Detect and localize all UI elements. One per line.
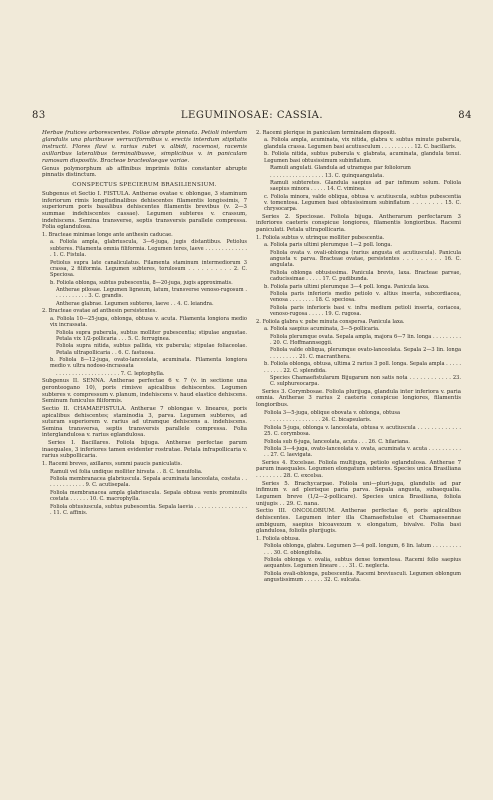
left-column	[42, 130, 247, 517]
text-line: 2. Racemi plerique in paniculam terminalem dispositi.	[256, 130, 397, 136]
text-line: b. Foliola nitida, subtus puberula v. glabrata, acuminata, glandula tenui. Legumen basi obtusissimum subinflatum.	[264, 151, 461, 164]
page-number-left: 83	[32, 110, 46, 121]
text-line: Foliola plerumque ovata. Sepala ampla, majora 6—7 lin. longa . . . . . . . . . . 20. C. Hoffmannseggii.	[270, 333, 461, 346]
text-line: Foliola sub 6-juga, lanceolata, acuta . . . 26. C. hilariana.	[264, 438, 410, 445]
text-line: Series 3. Corymbosae. Foliola plurijuga, glandula inter inferiora v. paria omnia. Antherae 3 rarius 2 caeteris conspicue longiores, filamentis longioribus.	[256, 388, 461, 408]
text-line: Foliola valde obliqua, plerumque ovato-lanceolata. Sepala 2—3 lin. longa . . . . . . . . . 21. C. macranthera.	[270, 347, 461, 360]
text-line: Foliola oblonga v. ovalia, subtus dense tomentosa. Racemi folio saepius aequantes. Legumen lineare . . . 31. C. neglecta.	[264, 557, 461, 570]
text-line: Petiolus supra late canaliculatus. Filamenta staminum intermediorum 3 crassa, 2 filiformia. Legumen subteres, torulosum . . . . . . . . . . 2. C. Speciosa.	[50, 259, 247, 279]
text-line: Foliola 3—4-juga, ovato-lanceolata v. ovata, acuminata v. acuta . . . . . . . . . . . . 27. C. laevigata.	[264, 446, 461, 459]
text-line: b. Foliola paris ultimi plerumque 3—4 poll. longa. Panicula laxa.	[264, 283, 430, 290]
text-line: Antherae glabrae. Legumen subteres, laeve . . 4. C. leiandra.	[56, 300, 214, 307]
text-line: Foliola paris inferioris medio petiolo v. altius inserta, subcordiacea, venosa . . . . . . . . 18. C. speciosa.	[270, 291, 461, 304]
text-line: Series 4. Excelsae. Foliola multijuga, petiolo eglandulosa. Antherae 7 parum inaequales. Legumen elongatum subteres. Species unica Brasiliana . . . . . . . . 28. C. excelsa.	[256, 459, 461, 479]
text-line: Subgenus et Sectio I. FISTULA. Antherae ovatae v. oblongae, 3 staminum inferiorum rimis longitudinalibus dehiscentes filamentis longissimis, 7 superiorum poris basalibus dehiscentes filamentis brevibus (v. 2—3 summae indehiscentes cassae). Legumen subteres v. crassum, indehiscens. Semina transverse, septis transversis parallele compressa. Folia eglandulosa.	[42, 191, 247, 231]
text-line: a. Foliola ampla, acuminata, vix nitida, glabra v. subtus minute puberula, glandula crassa. Legumen basi acutiusculum . . . . . . . . . . 12. C. bacillaris.	[264, 137, 461, 150]
text-line: Foliola obtusiuscula, subtus pubescentia. Sepala laevia . . . . . . . . . . . . . . . . . 11. C. affinis.	[50, 503, 247, 516]
text-line: Sectio III. ONCOLOBIUM. Antherae perfectae 6, poris apicalibus dehiscentes. Legumen inter illa Chamaefistulae et Chamaesennae ambiguum, saepius bicoavexum v. elongatum, bivalve. Folia basi glandulosa, foliolis plurijugis.	[256, 508, 461, 535]
page-number-right: 84	[458, 110, 472, 121]
text-line: . . . . . . . . . . . . . . . . . . . . 7. C. leptophylla.	[56, 370, 165, 377]
text-line: Foliola supra nitida, subtus pallida, vix puberula; stipulae foliaceolae. Petala ultrapollicaria . . 6. C. fastuosa.	[56, 343, 247, 356]
text-line: Sectio II. CHAMAEFISTULA. Antherae 7 oblongae v. lineares, poris apicalibus dehiscentes; staminodia 3, parva. Legumen subteres, ad suturam superiorem v. rarius ad utramque dehiscens a. indehiscens. Semina transversa, septis transversis parallele compressa. Folia interglandulosa v. rarius eglandulosa.	[42, 406, 247, 439]
text-line: b. Foliola oblonga, obtusa, ultima 2 rarius 3 poll. longa. Sepala ampla . . . . . . . . . . . 22. C. splendida.	[264, 361, 461, 374]
text-line: Foliola oblonga obtusissima. Panicula brevis, laxa. Bracteae parvae, caducissimae . . . . . 17. C. pudibunda.	[270, 269, 461, 283]
text-line: b. Foliola 8—12-juga, ovato-lanceolata, acuminata. Filamenta longiora medio v. ultra nodoso-incrassata	[50, 357, 247, 370]
text-line: a. Foliola ampla, glabriuscula, 3—6-juga, jugis distantibus. Petiolus subteres. Filamenta omnia filiformia. Legumen teres, laeve . . . . . . . . . . . . . . 1. C. Fistula.	[50, 239, 247, 259]
text-line: 1. Bracteae minimae longe ante anthesin caducae.	[42, 231, 173, 238]
text-line: . . . . . . . . . . . . . . . . 24. C. bicapsularis.	[270, 417, 372, 424]
text-line: Ramuli angulati. Glandula ad utramque par foliolorum	[270, 165, 411, 172]
right-column	[256, 130, 461, 585]
page-header	[32, 110, 472, 124]
text-line: Foliola 5-juga, oblonga v. lanceolata, obtusa v. acutiuscula . . . . . . . . . . . . . 25. C. corymbosa.	[264, 424, 461, 438]
text-line: c. Foliola minora, valde obliqua, obtusa v. acutiuscula, subtus pubescentia v. tomentosa. Legumen basi obtusissimum subinflatum . . . . . . . . 15. C. chrysocarpa.	[264, 193, 461, 213]
text-line: Foliola paris inferioris basi v. infra medium petioli inserta, coriacea, venoso-rugosa . . . . . 19. C. rugosa.	[270, 304, 461, 318]
text-line: 2. Bracteae ovatae ad anthesin persistentes.	[42, 308, 157, 315]
text-line: Genus polymorphum ab affinibus imprimis foliis constanter abrupte pinnatis distinctum.	[42, 165, 247, 179]
text-line: Foliola ovata v. ovali-oblonga (rarius angusta et acutiuscula). Panicula angusta v. parva. Bracteae ovatae, persistentes . . . . . . . . . 16. C. angulata.	[270, 249, 461, 269]
text-line: 1. Foliola obtusa.	[256, 535, 301, 542]
text-line: b. Foliola oblonga, subtus pubescentia, 8—20-juga, jugis approximatis.	[50, 279, 233, 286]
text-line: a. Foliola paris ultimi plerumque 1—2 poll. longa.	[264, 242, 393, 249]
text-line: 2. Foliola glabra v. pube minuta conspersa. Panicula laxa.	[256, 318, 405, 325]
text-line: a. Foliola saepius acuminata, 3—5-pollicaria.	[264, 326, 380, 333]
text-line: a. Foliola 10—25-juga, oblonga, obtusa v. acuta. Filamenta longiora medio vix incrassata.	[50, 315, 247, 329]
text-line: 1. Foliola subtus v. utrinque molliter pubescentia.	[256, 234, 385, 241]
text-line: Subgenus II. SENNA. Antherae perfectae 6 v. 7 (v. in sectione una geronteogano 10), poris rimisve apicalibus dehiscentes. Legumen subteres v. compressum v. planum, indehiscens v. haud elastice dehiscens. Seminum funiculus filiformis.	[42, 378, 247, 405]
text-line: 1. Racemi breves, axillares, summi paucis paniculatis.	[42, 461, 183, 468]
text-line: Species Chamaefistularum Bijugarum non satis nota . . . . . . . . . . . . 23. C. sulphureocarpa.	[270, 375, 461, 388]
text-line: Antherae pilosae. Legumen ligneum, latum, transverse venoso-rugosum . . . . . . . . . . . 3. C. grandis.	[56, 287, 247, 300]
text-line: Foliola supra puberula, subtus molliter pubescentia; stipulae angustae. Petala vix 1/2-pollicaria . . . 5. C. ferruginea.	[56, 329, 247, 342]
text-line: Series 5. Brachycarpae. Foliola uni—pluri-juga, glandulis ad par infimum v. ad plerisque paria parva. Sepala angusta, subaequalia. Legumen breve (1/2—2-pollicare). Species unica Brasiliana, foliola unijugis . . 29. C. nana.	[256, 480, 461, 507]
text-line: Series 2. Speciosae. Foliola bijuga. Antherarum perfectarum 3 inferiores caeteris conspicue longiores, filamentis longioribus. Racemi paniculati. Petala ultrapollicaria.	[256, 213, 461, 234]
section-title: CONSPECTUS SPECIERUM BRASILIENSIUM.	[72, 181, 217, 188]
running-title: LEGUMINOSAE: CASSIA.	[180, 110, 324, 121]
text-line: Foliola ovali-oblonga, pubescentia. Racemi breviusculi. Legumen oblongum angustissimum . . . . . . 32. C. sulcata.	[264, 570, 461, 584]
text-line: Foliola 3—5-juga, oblique obovata v. oblonga, obtusa	[264, 409, 401, 416]
text-line: Foliola oblonga, glabra. Legumen 3—4 poll. longum, 6 lin. latum . . . . . . . . . . . . 30. C. oblongifolia.	[264, 543, 461, 556]
text-line: Foliola membranacea ampla glabriuscula. Sepala obtusa venis prominulis costata . . . . . . 10. C. macrophylla.	[50, 489, 247, 503]
text-line: . . . . . . . . . . . . . . . . . 13. C. quinquangulata.	[270, 172, 384, 179]
text-line: Foliola membranacea glabriuscula. Sepala acuminata lanceolata, costata . . . . . . . . . . . . . 9. C. acutisepala.	[50, 476, 247, 489]
text-line: Ramuli subteretes. Glandula saepius ad par infimum solum. Foliola saepius minora . . . . . 14. C. viminea.	[270, 180, 461, 193]
text-line: Series I. Bacillares. Foliola bijuga. Antherae perfectae parum inaequales, 3 inferiores tamen evidenter rostratae. Petala infrapollicaria v. rarius subpollicaria.	[42, 440, 247, 460]
text-line: Ramuli vel folia undique molliter hirsuta . . 8. C. tenuifolia.	[50, 468, 203, 475]
text-line: Herbae frutices arborescentes. Foliae abrupte pinnata. Petioli interdum glandulis una pluribusve verruciformibus v. erectis interdum stipitatis instructi. Flores flavi v. rarius rubri v. albidi, racemosi, racemis axillaribus lateralibus terminalibusve, simplicibus v. in paniculam ramosam dispositis. Bracteae bracteolaeque variae.	[42, 130, 247, 164]
